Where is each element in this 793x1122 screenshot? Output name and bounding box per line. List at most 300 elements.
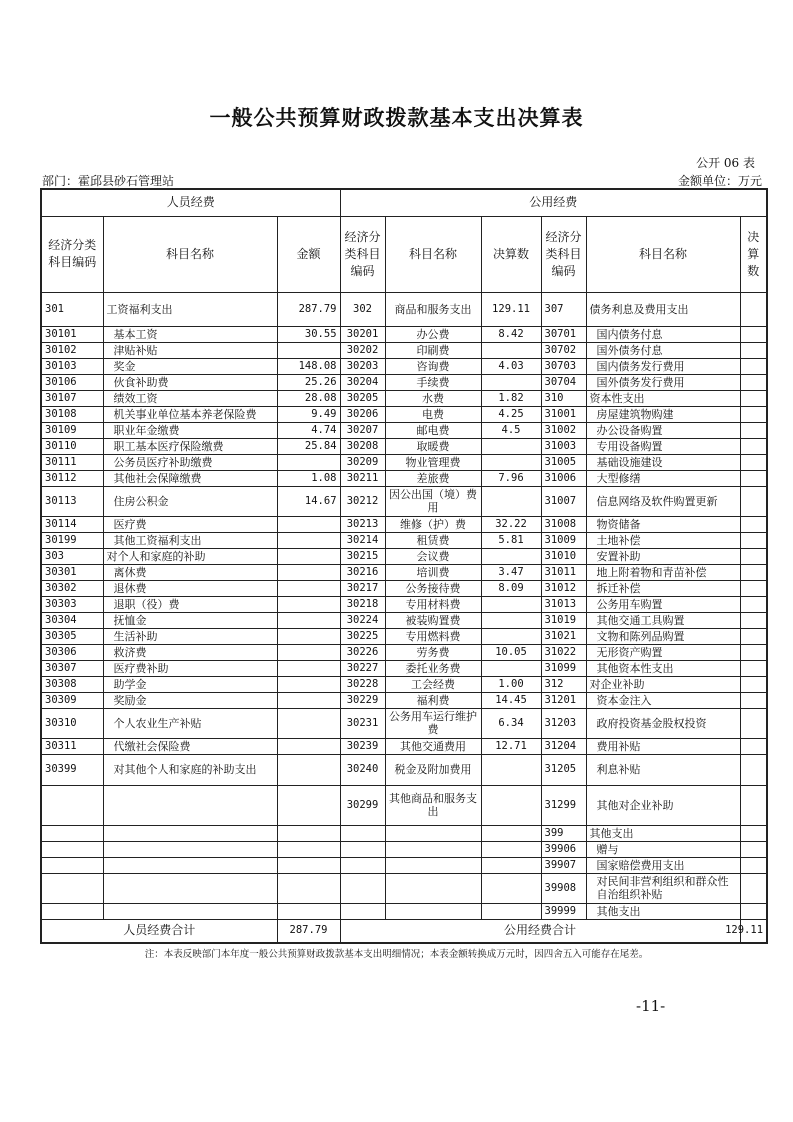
public-code: 30239 <box>340 738 385 754</box>
capital-amount <box>740 292 767 326</box>
public-code: 30207 <box>340 422 385 438</box>
capital-amount <box>740 841 767 857</box>
personnel-name: 公务员医疗补助缴费 <box>103 454 277 470</box>
public-code: 302 <box>340 292 385 326</box>
public-name: 物业管理费 <box>385 454 481 470</box>
public-code: 30217 <box>340 580 385 596</box>
capital-code: 31201 <box>541 692 586 708</box>
capital-name: 对民间非营利组织和群众性自治组织补贴 <box>586 873 740 903</box>
table-row <box>41 564 767 580</box>
table-row <box>41 406 767 422</box>
personnel-name: 津贴补贴 <box>103 342 277 358</box>
public-code: 30224 <box>340 612 385 628</box>
personnel-total-label: 人员经费合计 <box>41 919 277 943</box>
capital-name: 物资储备 <box>586 516 740 532</box>
personnel-code: 30309 <box>41 692 103 708</box>
public-amount: 1.82 <box>481 390 541 406</box>
capital-amount <box>740 516 767 532</box>
public-code: 30225 <box>340 628 385 644</box>
personnel-header: 人员经费 <box>41 189 340 216</box>
personnel-amount: 28.08 <box>277 390 340 406</box>
public-amount: 12.71 <box>481 738 541 754</box>
personnel-amount: 25.26 <box>277 374 340 390</box>
public-code: 30227 <box>340 660 385 676</box>
personnel-code <box>41 873 103 903</box>
col-header-code: 经济分类科目编码 <box>541 216 586 292</box>
capital-amount <box>740 358 767 374</box>
public-name: 商品和服务支出 <box>385 292 481 326</box>
capital-code: 39906 <box>541 841 586 857</box>
capital-code: 31002 <box>541 422 586 438</box>
public-amount: 6.34 <box>481 708 541 738</box>
public-name: 税金及附加费用 <box>385 754 481 785</box>
public-code: 30202 <box>340 342 385 358</box>
personnel-amount <box>277 754 340 785</box>
public-name: 取暖费 <box>385 438 481 454</box>
personnel-amount <box>277 903 340 919</box>
page-title: 一般公共预算财政拨款基本支出决算表 <box>209 106 584 130</box>
personnel-total-value: 287.79 <box>277 919 340 943</box>
public-name: 印刷费 <box>385 342 481 358</box>
personnel-name: 助学金 <box>103 676 277 692</box>
personnel-code: 30101 <box>41 326 103 342</box>
personnel-code: 30110 <box>41 438 103 454</box>
personnel-code: 303 <box>41 548 103 564</box>
capital-name: 国家赔偿费用支出 <box>586 857 740 873</box>
personnel-amount <box>277 454 340 470</box>
capital-amount <box>740 438 767 454</box>
capital-name: 安置补助 <box>586 548 740 564</box>
personnel-name <box>103 841 277 857</box>
personnel-name: 医疗费 <box>103 516 277 532</box>
col-header-name: 科目名称 <box>385 216 481 292</box>
public-code: 30211 <box>340 470 385 486</box>
capital-code: 31299 <box>541 785 586 825</box>
table-row <box>41 580 767 596</box>
public-amount: 5.81 <box>481 532 541 548</box>
capital-amount <box>740 692 767 708</box>
capital-code: 31022 <box>541 644 586 660</box>
public-amount <box>481 454 541 470</box>
public-name <box>385 857 481 873</box>
public-code: 30240 <box>340 754 385 785</box>
personnel-amount <box>277 676 340 692</box>
personnel-name: 奖励金 <box>103 692 277 708</box>
personnel-amount: 1.08 <box>277 470 340 486</box>
personnel-name: 奖金 <box>103 358 277 374</box>
personnel-amount <box>277 708 340 738</box>
capital-amount <box>740 342 767 358</box>
public-name: 专用燃料费 <box>385 628 481 644</box>
capital-code: 30702 <box>541 342 586 358</box>
personnel-code: 30307 <box>41 660 103 676</box>
capital-amount <box>740 564 767 580</box>
col-header-name: 科目名称 <box>103 216 277 292</box>
personnel-name: 对个人和家庭的补助 <box>103 548 277 564</box>
public-name: 劳务费 <box>385 644 481 660</box>
personnel-code: 30311 <box>41 738 103 754</box>
public-name: 工会经费 <box>385 676 481 692</box>
personnel-amount: 9.49 <box>277 406 340 422</box>
table-row <box>41 326 767 342</box>
capital-name: 其他交通工具购置 <box>586 612 740 628</box>
capital-code: 30701 <box>541 326 586 342</box>
public-code: 30228 <box>340 676 385 692</box>
capital-amount <box>740 548 767 564</box>
capital-amount <box>740 754 767 785</box>
public-name: 会议费 <box>385 548 481 564</box>
public-code: 30215 <box>340 548 385 564</box>
capital-amount <box>740 903 767 919</box>
capital-code: 39907 <box>541 857 586 873</box>
capital-code: 31006 <box>541 470 586 486</box>
personnel-amount <box>277 548 340 564</box>
page-number: -11- <box>636 997 666 1015</box>
public-amount <box>481 596 541 612</box>
public-amount: 1.00 <box>481 676 541 692</box>
personnel-code: 30305 <box>41 628 103 644</box>
public-name: 邮电费 <box>385 422 481 438</box>
personnel-code: 30308 <box>41 676 103 692</box>
capital-amount <box>740 738 767 754</box>
public-code: 30204 <box>340 374 385 390</box>
public-code: 30218 <box>340 596 385 612</box>
public-amount: 129.11 <box>481 292 541 326</box>
capital-amount <box>740 612 767 628</box>
table-row <box>41 532 767 548</box>
table-row <box>41 903 767 919</box>
capital-amount <box>740 644 767 660</box>
personnel-code <box>41 857 103 873</box>
capital-code: 31007 <box>541 486 586 516</box>
capital-amount <box>740 390 767 406</box>
capital-name: 其他对企业补助 <box>586 785 740 825</box>
public-name: 办公费 <box>385 326 481 342</box>
public-amount <box>481 825 541 841</box>
table-row <box>41 628 767 644</box>
public-code: 30209 <box>340 454 385 470</box>
public-code: 30201 <box>340 326 385 342</box>
public-header: 公用经费 <box>340 189 767 216</box>
capital-amount <box>740 785 767 825</box>
personnel-amount <box>277 516 340 532</box>
public-code: 30208 <box>340 438 385 454</box>
table-row <box>41 548 767 564</box>
public-amount <box>481 903 541 919</box>
public-amount: 8.42 <box>481 326 541 342</box>
personnel-code: 30306 <box>41 644 103 660</box>
public-amount <box>481 660 541 676</box>
personnel-name <box>103 857 277 873</box>
personnel-name: 代缴社会保险费 <box>103 738 277 754</box>
personnel-amount <box>277 596 340 612</box>
personnel-name: 医疗费补助 <box>103 660 277 676</box>
capital-name: 基础设施建设 <box>586 454 740 470</box>
public-code: 30203 <box>340 358 385 374</box>
public-amount <box>481 342 541 358</box>
table-row <box>41 292 767 326</box>
capital-name: 国外债务付息 <box>586 342 740 358</box>
personnel-code <box>41 903 103 919</box>
personnel-code: 30108 <box>41 406 103 422</box>
public-amount: 3.47 <box>481 564 541 580</box>
capital-code: 31012 <box>541 580 586 596</box>
public-amount: 14.45 <box>481 692 541 708</box>
personnel-code: 30102 <box>41 342 103 358</box>
personnel-name: 救济费 <box>103 644 277 660</box>
personnel-amount <box>277 660 340 676</box>
capital-name: 拆迁补偿 <box>586 580 740 596</box>
capital-amount <box>740 532 767 548</box>
capital-code: 307 <box>541 292 586 326</box>
capital-code: 31010 <box>541 548 586 564</box>
personnel-code: 301 <box>41 292 103 326</box>
capital-name: 对企业补助 <box>586 676 740 692</box>
capital-name: 国内债务发行费用 <box>586 358 740 374</box>
public-amount <box>481 857 541 873</box>
public-amount <box>481 374 541 390</box>
public-name: 公务接待费 <box>385 580 481 596</box>
capital-name: 房屋建筑物购建 <box>586 406 740 422</box>
personnel-name: 抚恤金 <box>103 612 277 628</box>
personnel-name: 退职（役）费 <box>103 596 277 612</box>
public-code: 30213 <box>340 516 385 532</box>
public-amount <box>481 612 541 628</box>
personnel-amount <box>277 857 340 873</box>
capital-code: 31205 <box>541 754 586 785</box>
public-name: 其他交通费用 <box>385 738 481 754</box>
public-amount: 4.5 <box>481 422 541 438</box>
capital-name: 国外债务发行费用 <box>586 374 740 390</box>
capital-code: 30703 <box>541 358 586 374</box>
capital-name: 其他支出 <box>586 825 740 841</box>
personnel-amount <box>277 612 340 628</box>
capital-amount <box>740 873 767 903</box>
capital-amount <box>740 676 767 692</box>
personnel-name: 对其他个人和家庭的补助支出 <box>103 754 277 785</box>
personnel-code: 30113 <box>41 486 103 516</box>
capital-name: 专用设备购置 <box>586 438 740 454</box>
table-row <box>41 516 767 532</box>
table-row <box>41 841 767 857</box>
capital-amount <box>740 580 767 596</box>
public-name <box>385 841 481 857</box>
capital-code: 31013 <box>541 596 586 612</box>
capital-code: 31003 <box>541 438 586 454</box>
table-row <box>41 738 767 754</box>
personnel-name: 其他工资福利支出 <box>103 532 277 548</box>
capital-code: 31021 <box>541 628 586 644</box>
table-row <box>41 660 767 676</box>
form-number: 公开 06 表 <box>696 156 755 170</box>
personnel-name: 离休费 <box>103 564 277 580</box>
capital-code: 30704 <box>541 374 586 390</box>
public-name: 培训费 <box>385 564 481 580</box>
capital-name: 信息网络及软件购置更新 <box>586 486 740 516</box>
public-code <box>340 903 385 919</box>
table-row <box>41 390 767 406</box>
public-amount <box>481 438 541 454</box>
personnel-code <box>41 825 103 841</box>
capital-amount <box>740 596 767 612</box>
capital-code: 310 <box>541 390 586 406</box>
public-code <box>340 841 385 857</box>
personnel-code: 30112 <box>41 470 103 486</box>
public-amount: 4.25 <box>481 406 541 422</box>
public-name: 公务用车运行维护费 <box>385 708 481 738</box>
capital-name: 公务用车购置 <box>586 596 740 612</box>
table-row <box>41 825 767 841</box>
col-header-amount: 决算数 <box>740 216 767 292</box>
table-row <box>41 438 767 454</box>
department-label: 部门：霍邱县砂石管理站 <box>42 174 175 188</box>
personnel-code: 30310 <box>41 708 103 738</box>
capital-name: 大型修缮 <box>586 470 740 486</box>
public-name: 维修（护）费 <box>385 516 481 532</box>
personnel-amount <box>277 841 340 857</box>
public-name: 福利费 <box>385 692 481 708</box>
public-amount <box>481 628 541 644</box>
personnel-amount <box>277 532 340 548</box>
personnel-amount <box>277 644 340 660</box>
capital-name: 文物和陈列品购置 <box>586 628 740 644</box>
capital-amount <box>740 708 767 738</box>
personnel-name: 个人农业生产补贴 <box>103 708 277 738</box>
public-name: 手续费 <box>385 374 481 390</box>
public-code: 30206 <box>340 406 385 422</box>
capital-amount <box>740 660 767 676</box>
public-name: 咨询费 <box>385 358 481 374</box>
table-row <box>41 342 767 358</box>
capital-name: 资本性支出 <box>586 390 740 406</box>
personnel-code: 30103 <box>41 358 103 374</box>
public-code: 30226 <box>340 644 385 660</box>
capital-name: 赠与 <box>586 841 740 857</box>
personnel-code: 30303 <box>41 596 103 612</box>
capital-amount <box>740 825 767 841</box>
public-amount: 10.05 <box>481 644 541 660</box>
capital-amount <box>740 326 767 342</box>
public-code: 30212 <box>340 486 385 516</box>
personnel-amount <box>277 692 340 708</box>
public-name: 委托业务费 <box>385 660 481 676</box>
table-row <box>41 873 767 903</box>
table-row <box>41 612 767 628</box>
footnote: 注：本表反映部门本年度一般公共预算财政拨款基本支出明细情况；本表金额转换成万元时，因四舍五入可能存在尾差。 <box>144 949 649 960</box>
personnel-name: 职业年金缴费 <box>103 422 277 438</box>
capital-name: 国内债务付息 <box>586 326 740 342</box>
capital-amount <box>740 422 767 438</box>
public-code: 30231 <box>340 708 385 738</box>
personnel-name <box>103 903 277 919</box>
capital-name: 费用补贴 <box>586 738 740 754</box>
personnel-code: 30114 <box>41 516 103 532</box>
capital-amount <box>740 454 767 470</box>
personnel-name: 工资福利支出 <box>103 292 277 326</box>
table-row <box>41 454 767 470</box>
table-row <box>41 470 767 486</box>
unit-label: 金额单位：万元 <box>677 174 762 188</box>
public-amount: 7.96 <box>481 470 541 486</box>
public-code <box>340 857 385 873</box>
personnel-amount <box>277 628 340 644</box>
capital-code: 312 <box>541 676 586 692</box>
capital-name: 资本金注入 <box>586 692 740 708</box>
capital-amount <box>740 486 767 516</box>
personnel-name <box>103 825 277 841</box>
public-name <box>385 825 481 841</box>
personnel-amount <box>277 342 340 358</box>
public-name: 专用材料费 <box>385 596 481 612</box>
capital-name: 其他资本性支出 <box>586 660 740 676</box>
personnel-name <box>103 785 277 825</box>
capital-amount <box>740 857 767 873</box>
personnel-code: 30109 <box>41 422 103 438</box>
personnel-amount <box>277 738 340 754</box>
table-row <box>41 785 767 825</box>
table-row <box>41 676 767 692</box>
personnel-amount: 287.79 <box>277 292 340 326</box>
table-row <box>41 754 767 785</box>
personnel-amount: 4.74 <box>277 422 340 438</box>
public-name <box>385 873 481 903</box>
capital-code: 31019 <box>541 612 586 628</box>
personnel-name: 职工基本医疗保险缴费 <box>103 438 277 454</box>
public-amount <box>481 486 541 516</box>
public-name: 租赁费 <box>385 532 481 548</box>
public-code <box>340 873 385 903</box>
table-row <box>41 708 767 738</box>
public-code: 30216 <box>340 564 385 580</box>
personnel-code: 30304 <box>41 612 103 628</box>
col-header-code: 经济分类科目编码 <box>340 216 385 292</box>
personnel-code: 30399 <box>41 754 103 785</box>
public-name <box>385 903 481 919</box>
public-amount <box>481 873 541 903</box>
table-row <box>41 644 767 660</box>
table-row <box>41 486 767 516</box>
public-amount: 32.22 <box>481 516 541 532</box>
table-row <box>41 596 767 612</box>
personnel-name: 基本工资 <box>103 326 277 342</box>
public-total-value: 129.11 <box>740 919 767 943</box>
col-header-name: 科目名称 <box>586 216 740 292</box>
personnel-amount <box>277 564 340 580</box>
capital-amount <box>740 406 767 422</box>
capital-code: 31008 <box>541 516 586 532</box>
public-name: 差旅费 <box>385 470 481 486</box>
capital-name: 无形资产购置 <box>586 644 740 660</box>
public-name: 被装购置费 <box>385 612 481 628</box>
public-amount <box>481 548 541 564</box>
personnel-amount: 14.67 <box>277 486 340 516</box>
public-name: 水费 <box>385 390 481 406</box>
personnel-name <box>103 873 277 903</box>
capital-amount <box>740 470 767 486</box>
personnel-amount: 30.55 <box>277 326 340 342</box>
personnel-code: 30199 <box>41 532 103 548</box>
col-header-amount: 决算数 <box>481 216 541 292</box>
public-name: 因公出国（境）费用 <box>385 486 481 516</box>
personnel-amount <box>277 873 340 903</box>
col-header-code: 经济分类科目编码 <box>41 216 103 292</box>
public-name: 电费 <box>385 406 481 422</box>
personnel-amount <box>277 580 340 596</box>
capital-name: 政府投资基金股权投资 <box>586 708 740 738</box>
personnel-code: 30106 <box>41 374 103 390</box>
personnel-amount: 25.84 <box>277 438 340 454</box>
capital-code: 399 <box>541 825 586 841</box>
